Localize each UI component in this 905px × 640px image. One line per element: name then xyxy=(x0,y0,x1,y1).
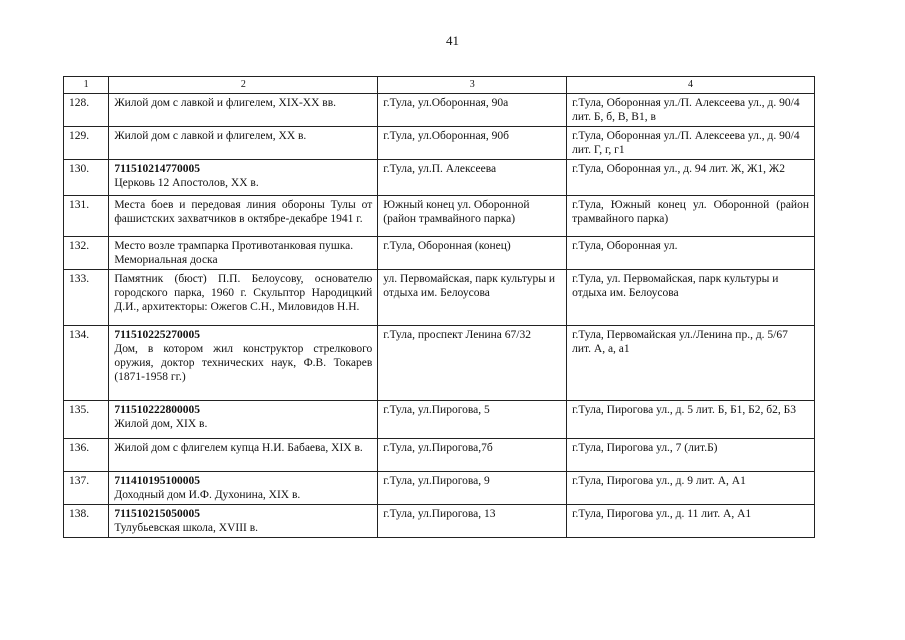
object-name: Жилой дом с лавкой и флигелем, XIX-XX вв. xyxy=(114,97,337,109)
object-name: Жилой дом с флигелем купца Н.И. Бабаева, XIX в. xyxy=(114,442,363,454)
registry-code: 711510222800005 xyxy=(114,404,200,416)
location-cell: г.Тула, Пирогова ул., д. 5 лит. Б, Б1, Б2, б2, Б3 xyxy=(567,401,815,439)
location-cell: г.Тула, Пирогова ул., д. 9 лит. А, А1 xyxy=(567,472,815,505)
location-cell: г.Тула, Пирогова ул., д. 11 лит. А, А1 xyxy=(567,505,815,538)
row-number: 136. xyxy=(64,439,109,472)
object-name: Доходный дом И.Ф. Духонина, XIX в. xyxy=(114,489,301,501)
location-cell: г.Тула, Оборонная ул. xyxy=(567,237,815,270)
heritage-registry-table xyxy=(63,76,815,538)
registry-code: 711410195100005 xyxy=(114,475,200,487)
object-name-cell xyxy=(109,270,378,326)
row-number: 132. xyxy=(64,237,109,270)
object-name-cell xyxy=(109,94,378,127)
object-name-cell xyxy=(109,401,378,439)
object-name: Тулубьевская школа, XVIII в. xyxy=(114,522,259,534)
object-name-cell xyxy=(109,439,378,472)
address-cell: г.Тула, ул.Пирогова, 9 xyxy=(378,472,567,505)
address-cell: г.Тула, Оборонная (конец) xyxy=(378,237,567,270)
table-row xyxy=(64,237,815,270)
address-cell: г.Тула, ул.Пирогова, 5 xyxy=(378,401,567,439)
table-row xyxy=(64,439,815,472)
address-cell: г.Тула, проспект Ленина 67/32 xyxy=(378,326,567,401)
address-cell: Южный конец ул. Оборонной (район трамвайного парка) xyxy=(378,196,567,237)
row-number: 137. xyxy=(64,472,109,505)
object-name: Жилой дом, XIX в. xyxy=(114,418,208,430)
table-header-row xyxy=(64,77,815,94)
row-number: 134. xyxy=(64,326,109,401)
object-name: Место возле трампарка Противотанковая пушка. Мемориальная доска xyxy=(114,240,354,266)
table-row xyxy=(64,505,815,538)
registry-code: 711510214770005 xyxy=(114,163,200,175)
object-name: Места боев и передовая линия обороны Тулы от фашистских захватчиков в октябре-декабре 1941 г. xyxy=(114,199,373,225)
object-name: Жилой дом с лавкой и флигелем, XX в. xyxy=(114,130,307,142)
table-row xyxy=(64,326,815,401)
page-number: 41 xyxy=(446,33,459,48)
address-cell: г.Тула, ул.Пирогова,7б xyxy=(378,439,567,472)
table-row xyxy=(64,94,815,127)
location-cell: г.Тула, Южный конец ул. Оборонной (район трамвайного парка) xyxy=(567,196,815,237)
address-cell: г.Тула, ул.Пирогова, 13 xyxy=(378,505,567,538)
location-cell: г.Тула, ул. Первомайская, парк культуры и отдыха им. Белоусова xyxy=(567,270,815,326)
row-number: 130. xyxy=(64,160,109,196)
address-cell: г.Тула, ул.Оборонная, 90б xyxy=(378,127,567,160)
table-row xyxy=(64,160,815,196)
object-name-cell xyxy=(109,505,378,538)
object-name-cell xyxy=(109,237,378,270)
address-cell: г.Тула, ул.Оборонная, 90а xyxy=(378,94,567,127)
object-name: Дом, в котором жил конструктор стрелкового оружия, доктор технических наук, Ф.В. Токарев (1871-1958 гг.) xyxy=(114,343,373,383)
object-name-cell xyxy=(109,160,378,196)
row-number: 133. xyxy=(64,270,109,326)
table-row xyxy=(64,127,815,160)
address-cell: ул. Первомайская, парк культуры и отдыха им. Белоусова xyxy=(378,270,567,326)
object-name-cell xyxy=(109,127,378,160)
row-number: 138. xyxy=(64,505,109,538)
table-row xyxy=(64,196,815,237)
row-number: 129. xyxy=(64,127,109,160)
location-cell: г.Тула, Оборонная ул./П. Алексеева ул., д. 90/4 лит. Г, г, г1 xyxy=(567,127,815,160)
location-cell: г.Тула, Первомайская ул./Ленина пр., д. 5/67 лит. А, а, а1 xyxy=(567,326,815,401)
address-cell: г.Тула, ул.П. Алексеева xyxy=(378,160,567,196)
location-cell: г.Тула, Пирогова ул., 7 (лит.Б) xyxy=(567,439,815,472)
location-cell: г.Тула, Оборонная ул./П. Алексеева ул., д. 90/4 лит. Б, б, В, В1, в xyxy=(567,94,815,127)
row-number: 131. xyxy=(64,196,109,237)
row-number: 135. xyxy=(64,401,109,439)
object-name-cell xyxy=(109,326,378,401)
row-number: 128. xyxy=(64,94,109,127)
table-row xyxy=(64,401,815,439)
object-name: Церковь 12 Апостолов, XX в. xyxy=(114,177,259,189)
table-row xyxy=(64,270,815,326)
object-name-cell xyxy=(109,472,378,505)
table-body xyxy=(64,94,815,538)
registry-code: 711510225270005 xyxy=(114,329,200,341)
object-name-cell xyxy=(109,196,378,237)
header-cell-1: 1 xyxy=(64,77,109,94)
object-name: Памятник (бюст) П.П. Белоусову, основателю городского парка, 1960 г. Скульптор Народицкий Д.И., архитекторы: Ожегов С.Н., Миловидов Н.Н. xyxy=(114,273,373,313)
table-row xyxy=(64,472,815,505)
registry-code: 711510215050005 xyxy=(114,508,200,520)
header-cell-2: 2 xyxy=(109,77,378,94)
header-cell-4: 4 xyxy=(567,77,815,94)
header-cell-3: 3 xyxy=(378,77,567,94)
location-cell: г.Тула, Оборонная ул., д. 94 лит. Ж, Ж1, Ж2 xyxy=(567,160,815,196)
